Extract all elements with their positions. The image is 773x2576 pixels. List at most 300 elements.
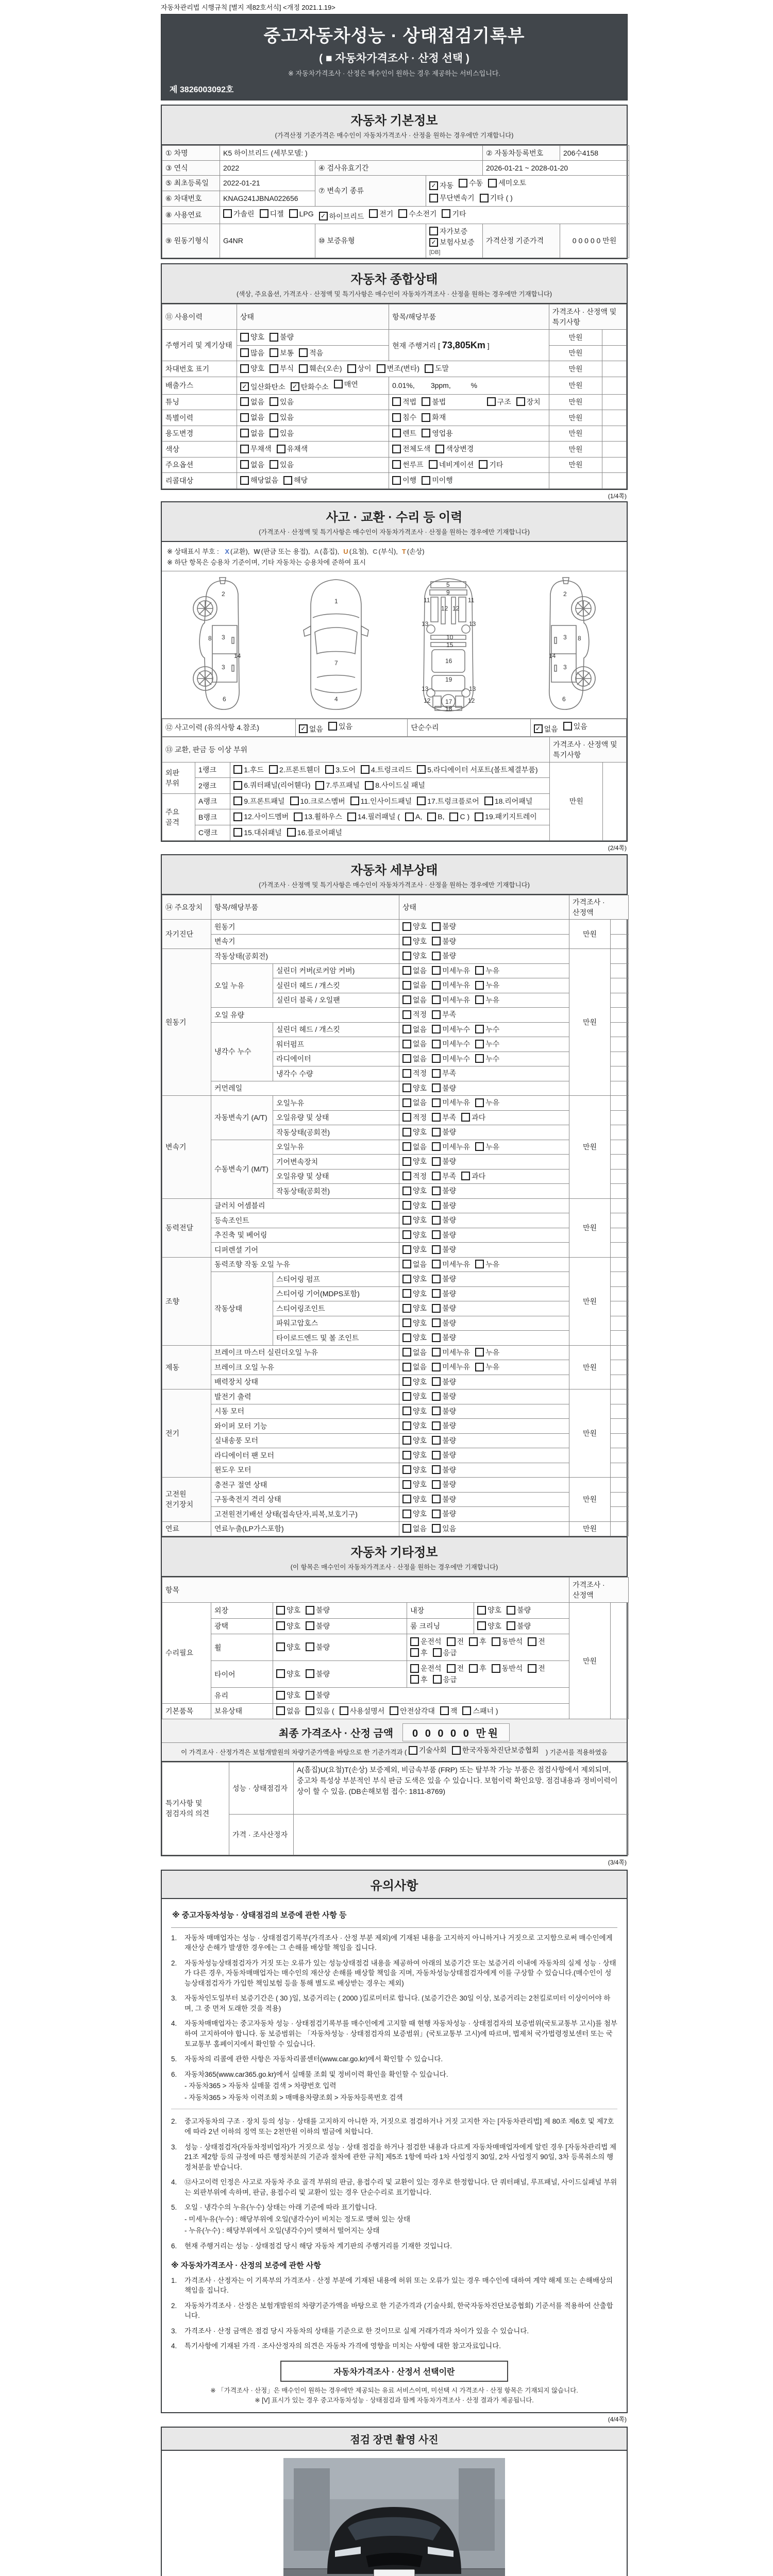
checkbox-양호[interactable] (402, 1420, 427, 1431)
checkbox-label: 양호 (413, 1304, 427, 1312)
checkbox-양호[interactable] (402, 1509, 427, 1519)
checkbox-10.크로스멤버[interactable] (290, 796, 345, 806)
detail-row: 동력전달 클러치 어셈블리 양호 불량 만원 (162, 1198, 629, 1213)
checkbox-변조(변타)[interactable] (377, 363, 419, 374)
checkbox-불량[interactable] (432, 1200, 456, 1211)
checkbox-icon (392, 445, 401, 453)
checkbox-C )[interactable] (449, 812, 469, 821)
checkbox-없음[interactable] (402, 1039, 427, 1049)
checkbox-불량[interactable] (432, 1377, 456, 1387)
final-note-prefix: 이 가격조사 · 산정가격은 보험개발원의 차량기준가액을 바탕으로 한 기준가격과 ( (181, 1749, 407, 1756)
checkbox-장치[interactable] (516, 397, 541, 407)
checkbox-누유[interactable] (475, 1347, 499, 1358)
checkbox-네비게이션[interactable] (429, 460, 474, 470)
checkbox-label: 불량 (316, 1691, 330, 1699)
checkbox-icon (432, 1510, 441, 1518)
row-label: 색상 (162, 442, 237, 457)
checkbox-icon (461, 1172, 470, 1180)
field-label: ② 자동차등록번호 (483, 146, 560, 161)
checkbox-부식[interactable] (270, 363, 294, 374)
checkbox-미세누유[interactable] (432, 980, 470, 990)
checkbox-불량[interactable] (306, 1690, 330, 1700)
checkbox-해당[interactable] (283, 475, 308, 485)
svg-text:12: 12 (441, 604, 448, 612)
rank-price-header: 가격조사 · 산정액 및 특기사항 (550, 737, 627, 762)
checkbox-양호[interactable] (402, 1244, 427, 1255)
checkbox-불량[interactable] (432, 1509, 456, 1519)
checkbox-후[interactable] (410, 1648, 428, 1658)
checkbox-미세누유[interactable] (432, 1347, 470, 1358)
checkbox-안전삼각대[interactable] (390, 1706, 435, 1716)
checkbox-icon (432, 1465, 441, 1474)
checkbox-수소전기[interactable] (398, 209, 436, 219)
checkbox-보험사보증[interactable] (429, 237, 475, 247)
page-marker: (2/4쪽) (608, 844, 627, 852)
checkbox-양호[interactable] (402, 1465, 427, 1475)
checkbox-없음[interactable] (402, 1097, 427, 1108)
checkbox-양호[interactable] (402, 936, 427, 946)
checkbox-화재[interactable] (422, 412, 446, 422)
checkbox-없음[interactable] (299, 724, 323, 734)
checkbox-불량[interactable] (432, 921, 456, 931)
svg-text:13: 13 (468, 685, 476, 692)
checkbox-없음[interactable] (402, 980, 427, 990)
checkbox-icon (432, 1480, 441, 1489)
checkbox-운전석[interactable] (410, 1663, 442, 1673)
remark-cell (602, 410, 627, 426)
checkbox-있음[interactable] (270, 460, 294, 470)
final-note-checkboxes (409, 1746, 544, 1756)
checkbox-불량[interactable] (432, 1185, 456, 1196)
checkbox-무단변속기[interactable] (429, 193, 475, 203)
checkbox-없음[interactable] (534, 724, 558, 734)
checkbox-기타 ( )[interactable] (480, 193, 513, 203)
checkbox-3.도어[interactable] (325, 765, 356, 775)
checkbox-불량[interactable] (432, 1274, 456, 1284)
checkbox-양호[interactable] (402, 1156, 427, 1166)
checkbox-렌트[interactable] (392, 428, 416, 438)
checked-checkbox-icon: ✓ (299, 724, 308, 733)
svg-text:8: 8 (208, 634, 212, 642)
checkbox-불량[interactable] (432, 1289, 456, 1299)
checkbox-불량[interactable] (507, 1605, 531, 1615)
checkbox-누유[interactable] (475, 995, 499, 1005)
checkbox-적정[interactable] (402, 1009, 427, 1020)
overall-state-title: 자동차 종합상태 (350, 273, 438, 286)
checkbox-적정[interactable] (402, 1068, 427, 1078)
color-checkboxes (237, 442, 389, 457)
checkbox-적정[interactable] (402, 1171, 427, 1181)
checkbox-label: 불량 (442, 1201, 457, 1210)
checkbox-있음[interactable] (563, 721, 587, 732)
checkbox-있음 ([interactable] (306, 1706, 334, 1716)
checkbox-label: 변조(변타) (386, 364, 420, 372)
checkbox-양호[interactable] (402, 1083, 427, 1093)
checkbox-양호[interactable] (477, 1605, 501, 1615)
checkbox-icon (477, 1621, 486, 1630)
checkbox-전[interactable] (528, 1636, 545, 1647)
first-registration-value: 2022-01-21 (220, 176, 315, 191)
checkbox-한국자동차진단보증협회[interactable] (452, 1745, 539, 1755)
checkbox-전체도색[interactable] (392, 444, 430, 454)
checkbox-icon (233, 812, 242, 821)
checkbox-양호[interactable] (402, 1332, 427, 1343)
checkbox-icon (289, 209, 298, 218)
rank2-checkboxes (230, 778, 550, 794)
checkbox-누유[interactable] (475, 965, 499, 976)
checkbox-label: 7.루프패널 (326, 781, 360, 789)
checkbox-누유[interactable] (475, 1142, 499, 1152)
checkbox-없음[interactable] (240, 412, 264, 422)
checkbox-5.라디에이터 서포트(볼트체결부품)[interactable] (417, 765, 537, 775)
checkbox-누유[interactable] (475, 1097, 499, 1108)
checkbox-불량[interactable] (306, 1605, 330, 1615)
checkbox-11.인사이드패널[interactable] (350, 796, 412, 806)
checkbox-양호[interactable] (402, 1406, 427, 1416)
checkbox-불량[interactable] (306, 1621, 330, 1631)
checkbox-있음[interactable] (328, 721, 352, 732)
checkbox-구조[interactable] (487, 397, 511, 407)
checkbox-전[interactable] (447, 1663, 464, 1673)
checkbox-불량[interactable] (432, 951, 456, 961)
checkbox-icon (233, 828, 242, 837)
polish-checkboxes (273, 1618, 407, 1634)
checkbox-세미오토[interactable] (488, 178, 526, 188)
checkbox-7.루프패널[interactable] (315, 780, 360, 790)
checkbox-없음[interactable] (402, 965, 427, 976)
svg-text:7: 7 (334, 659, 339, 667)
detail-row: 커먼레일 양호 불량 (162, 1081, 629, 1096)
checkbox-하이브리드[interactable] (319, 211, 364, 222)
checkbox-미세누유[interactable] (432, 965, 470, 976)
checkbox-icon (475, 1260, 484, 1268)
checkbox-양호[interactable] (402, 1289, 427, 1299)
checkbox-불량[interactable] (432, 1494, 456, 1504)
price-cell: 만원 (549, 457, 602, 473)
checkbox-과다[interactable] (461, 1171, 485, 1181)
checkbox-label: 동반석 (501, 1664, 523, 1672)
checkbox-14.필러패널 ([interactable] (347, 811, 400, 822)
checkbox-불량[interactable] (432, 1230, 456, 1240)
checkbox-label: 없음 (250, 460, 265, 469)
checkbox-label: 미이행 (432, 476, 453, 484)
checkbox-label: 없음 (413, 1142, 427, 1151)
checkbox-잭[interactable] (440, 1706, 458, 1716)
checkbox-불량[interactable] (432, 1435, 456, 1446)
checkbox-label: 없음 (413, 1054, 427, 1063)
checkbox-icon (276, 1691, 285, 1700)
checkbox-불량[interactable] (432, 1332, 456, 1343)
checkbox-양호[interactable] (402, 1377, 427, 1387)
checkbox-색상변경[interactable] (435, 444, 474, 454)
checkbox-전[interactable] (528, 1663, 545, 1673)
checkbox-있음[interactable] (270, 397, 294, 407)
checkbox-불량[interactable] (432, 1318, 456, 1328)
checkbox-4.트렁크리드[interactable] (361, 765, 412, 775)
checkbox-양호[interactable] (402, 1215, 427, 1225)
checkbox-불법[interactable] (422, 397, 446, 407)
checkbox-label: 없음 (413, 1098, 427, 1107)
checkbox-미세누수[interactable] (432, 1054, 470, 1064)
checkbox-불량[interactable] (306, 1669, 330, 1679)
detail-row: 조향 동력조향 작동 오일 누유 없음 미세누유 누유 만원 (162, 1257, 629, 1272)
checkbox-12.사이드멤버[interactable] (233, 811, 289, 822)
checkbox-label: 14.필러패널 ( (357, 812, 400, 821)
checkbox-불량[interactable] (432, 1215, 456, 1225)
svg-text:18: 18 (445, 705, 452, 713)
checkbox-상이[interactable] (347, 363, 372, 374)
checkbox-불량[interactable] (432, 1156, 456, 1166)
checkbox-양호[interactable] (402, 1200, 427, 1211)
checkbox-과다[interactable] (461, 1112, 485, 1123)
checkbox-부족[interactable] (432, 1009, 456, 1020)
checkbox-응급[interactable] (433, 1648, 457, 1658)
checkbox-기술사회[interactable] (409, 1745, 447, 1755)
status-code-U: U (343, 547, 348, 555)
checkbox-없음[interactable] (402, 1259, 427, 1269)
checkbox-icon (405, 812, 414, 821)
checkbox-미세누수[interactable] (432, 1024, 470, 1035)
checkbox-label: 불량 (442, 922, 457, 930)
checkbox-B,[interactable] (427, 812, 444, 821)
checkbox-없음[interactable] (402, 1024, 427, 1035)
checkbox-해당없음[interactable] (240, 475, 278, 485)
checkbox-16.플로어패널[interactable] (287, 827, 342, 838)
checkbox-많음[interactable] (240, 348, 264, 358)
checkbox-icon (410, 1648, 419, 1657)
checkbox-불량[interactable] (432, 1406, 456, 1416)
checkbox-영업용[interactable] (422, 428, 453, 438)
checkbox-13.휠하우스[interactable] (294, 811, 342, 822)
checkbox-양호[interactable] (276, 1669, 300, 1679)
opinion-label: 특기사항 및 점검자의 의견 (162, 1762, 229, 1855)
checkbox-label: 양호 (413, 1216, 427, 1224)
checkbox-후[interactable] (469, 1663, 486, 1673)
checkbox-label: 도말 (435, 364, 449, 372)
checkbox-불량[interactable] (432, 1450, 456, 1460)
checkbox-썬루프[interactable] (392, 460, 424, 470)
checkbox-무채색[interactable] (240, 444, 272, 454)
checkbox-디젤[interactable] (260, 209, 284, 219)
checkbox-label: 가솔린 (233, 209, 255, 218)
checkbox-label: 보험사보증 (440, 238, 475, 246)
checkbox-탄화수소[interactable] (291, 382, 329, 392)
checkbox-스패너 )[interactable] (462, 1706, 498, 1716)
checkbox-불량[interactable] (432, 1244, 456, 1255)
column-header: ⑪ 사용이력 (162, 304, 237, 330)
checkbox-없음[interactable] (402, 1362, 427, 1372)
checkbox-불량[interactable] (432, 1391, 456, 1401)
checkbox-침수[interactable] (392, 412, 416, 422)
checkbox-후[interactable] (469, 1636, 486, 1647)
checkbox-label: 불량 (442, 1392, 457, 1400)
checkbox-누수[interactable] (475, 1024, 499, 1035)
checkbox-15.대쉬패널[interactable] (233, 827, 282, 838)
checkbox-불량[interactable] (507, 1621, 531, 1631)
checkbox-양호[interactable] (402, 921, 427, 931)
checkbox-불량[interactable] (270, 332, 294, 342)
checkbox-icon (447, 1637, 456, 1646)
checkbox-불량[interactable] (432, 936, 456, 946)
checkbox-6.쿼터패널(리어휀다)[interactable] (233, 780, 310, 790)
checkbox-불량[interactable] (432, 1420, 456, 1431)
checkbox-후[interactable] (410, 1674, 428, 1685)
checkbox-있음[interactable] (432, 1523, 456, 1534)
checkbox-보통[interactable] (270, 348, 294, 358)
checkbox-양호[interactable] (240, 332, 264, 342)
checkbox-사용설명서[interactable] (340, 1706, 385, 1716)
checkbox-9.프론트패널[interactable] (233, 796, 284, 806)
checkbox-icon (361, 765, 369, 774)
checkbox-label: 해당없음 (250, 476, 279, 484)
checkbox-누유[interactable] (475, 980, 499, 990)
checkbox-기타[interactable] (479, 460, 503, 470)
checkbox-양호[interactable] (402, 1450, 427, 1460)
checkbox-없음[interactable] (402, 995, 427, 1005)
checkbox-적법[interactable] (392, 397, 416, 407)
checkbox-icon (432, 1025, 441, 1033)
checkbox-수동[interactable] (459, 178, 483, 188)
checkbox-양호[interactable] (276, 1690, 300, 1700)
checkbox-icon (427, 812, 436, 821)
checkbox-있음[interactable] (270, 412, 294, 422)
notice-legal-items (171, 2109, 617, 2251)
checkbox-미세누유[interactable] (432, 1362, 470, 1372)
checkbox-양호[interactable] (402, 1494, 427, 1504)
checkbox-누수[interactable] (475, 1039, 499, 1049)
checkbox-불량[interactable] (306, 1642, 330, 1652)
checkbox-없음[interactable] (402, 1523, 427, 1534)
checkbox-label: 세미오토 (498, 179, 527, 187)
checkbox-label: 렌트 (402, 429, 417, 437)
checkbox-미세누유[interactable] (432, 995, 470, 1005)
checkbox-없음[interactable] (402, 1054, 427, 1064)
checkbox-양호[interactable] (402, 1127, 427, 1137)
checkbox-icon (283, 476, 292, 485)
checkbox-label: 한국자동차진단보증협회 (462, 1746, 539, 1754)
checkbox-label: 불량 (442, 1128, 457, 1136)
checkbox-icon (432, 995, 441, 1004)
checkbox-있음[interactable] (270, 428, 294, 438)
checkbox-LPG[interactable] (289, 209, 314, 218)
checkbox-동반석[interactable] (492, 1636, 523, 1647)
checkbox-icon (392, 429, 401, 437)
checkbox-양호[interactable] (402, 1435, 427, 1446)
checkbox-미이행[interactable] (422, 475, 453, 485)
checkbox-양호[interactable] (276, 1621, 300, 1631)
checkbox-없음[interactable] (240, 397, 264, 407)
checkbox-불량[interactable] (432, 1465, 456, 1475)
checkbox-icon (422, 476, 430, 485)
checkbox-8.사이드실 패널[interactable] (365, 780, 425, 790)
row-label: 용도변경 (162, 426, 237, 442)
checkbox-양호[interactable] (240, 363, 264, 374)
checkbox-적음[interactable] (299, 348, 323, 358)
checkbox-icon (260, 209, 268, 218)
checkbox-양호[interactable] (276, 1642, 300, 1652)
checkbox-불량[interactable] (432, 1479, 456, 1489)
checkbox-없음[interactable] (402, 1142, 427, 1152)
checkbox-양호[interactable] (402, 1303, 427, 1313)
checkbox-icon (270, 333, 278, 342)
checkbox-적정[interactable] (402, 1112, 427, 1123)
checkbox-없음[interactable] (402, 1347, 427, 1358)
checkbox-양호[interactable] (477, 1621, 501, 1631)
checkbox-양호[interactable] (402, 1318, 427, 1328)
checkbox-부족[interactable] (432, 1171, 456, 1181)
checkbox-icon (492, 1637, 500, 1646)
checkbox-유채색[interactable] (277, 444, 308, 454)
checkbox-없음[interactable] (276, 1706, 300, 1716)
checkbox-미세누유[interactable] (432, 1142, 470, 1152)
checkbox-18.리어패널[interactable] (484, 796, 533, 806)
checkbox-미세누유[interactable] (432, 1259, 470, 1269)
checkbox-응급[interactable] (433, 1674, 457, 1685)
detail-row: 실린더 블록 / 오일팬 없음 미세누유 누유 (162, 993, 629, 1008)
checkbox-자동[interactable] (429, 180, 453, 191)
checkbox-icon (475, 1025, 484, 1033)
checkbox-A,[interactable] (405, 812, 422, 821)
checkbox-가솔린[interactable] (223, 209, 255, 219)
checkbox-불량[interactable] (432, 1127, 456, 1137)
checkbox-미세누수[interactable] (432, 1039, 470, 1049)
checkbox-2.프론트휀더[interactable] (269, 765, 320, 775)
checkbox-label: 누유 (485, 966, 500, 975)
checkbox-양호[interactable] (402, 1479, 427, 1489)
checkbox-전기[interactable] (369, 209, 393, 219)
checkbox-이행[interactable] (392, 475, 416, 485)
checkbox-19.패키지트레이[interactable] (475, 811, 537, 822)
detail-row: 스티어링조인트 양호 불량 (162, 1301, 629, 1316)
checkbox-도말[interactable] (425, 363, 449, 374)
checkbox-부족[interactable] (432, 1112, 456, 1123)
checkbox-label: 불량 (442, 1451, 457, 1459)
checkbox-기타[interactable] (442, 209, 466, 219)
checkbox-icon (435, 445, 444, 453)
checkbox-누유[interactable] (475, 1259, 499, 1269)
checkbox-양호[interactable] (276, 1605, 300, 1615)
checkbox-양호[interactable] (402, 951, 427, 961)
checkbox-없음[interactable] (240, 428, 264, 438)
checkbox-icon (432, 1083, 441, 1092)
checkbox-양호[interactable] (402, 1274, 427, 1284)
checkbox-17.트렁크플로어[interactable] (417, 796, 479, 806)
checkbox-없음[interactable] (240, 460, 264, 470)
checkbox-동반석[interactable] (492, 1663, 523, 1673)
checkbox-운전석[interactable] (410, 1636, 442, 1647)
checkbox-누유[interactable] (475, 1362, 499, 1372)
checkbox-일산화탄소[interactable] (240, 382, 285, 392)
checkbox-icon (240, 348, 249, 357)
checkbox-불량[interactable] (432, 1083, 456, 1093)
checkbox-미세누유[interactable] (432, 1097, 470, 1108)
checkbox-양호[interactable] (402, 1185, 427, 1196)
checkbox-매연[interactable] (334, 379, 358, 389)
checkbox-자가보증[interactable] (429, 226, 467, 236)
checkbox-1.후드[interactable] (233, 765, 264, 775)
checkbox-양호[interactable] (402, 1391, 427, 1401)
checkbox-전[interactable] (447, 1636, 464, 1647)
checkbox-부족[interactable] (432, 1068, 456, 1078)
checkbox-누수[interactable] (475, 1054, 499, 1064)
checkbox-icon (475, 1040, 484, 1048)
checkbox-훼손(오손)[interactable] (299, 363, 342, 374)
checkbox-label: 미세누수 (442, 1025, 470, 1033)
checkbox-불량[interactable] (432, 1303, 456, 1313)
checkbox-icon (432, 1304, 441, 1313)
column-header: 가격조사 · 산정액 (569, 895, 629, 920)
checkbox-양호[interactable] (402, 1230, 427, 1240)
